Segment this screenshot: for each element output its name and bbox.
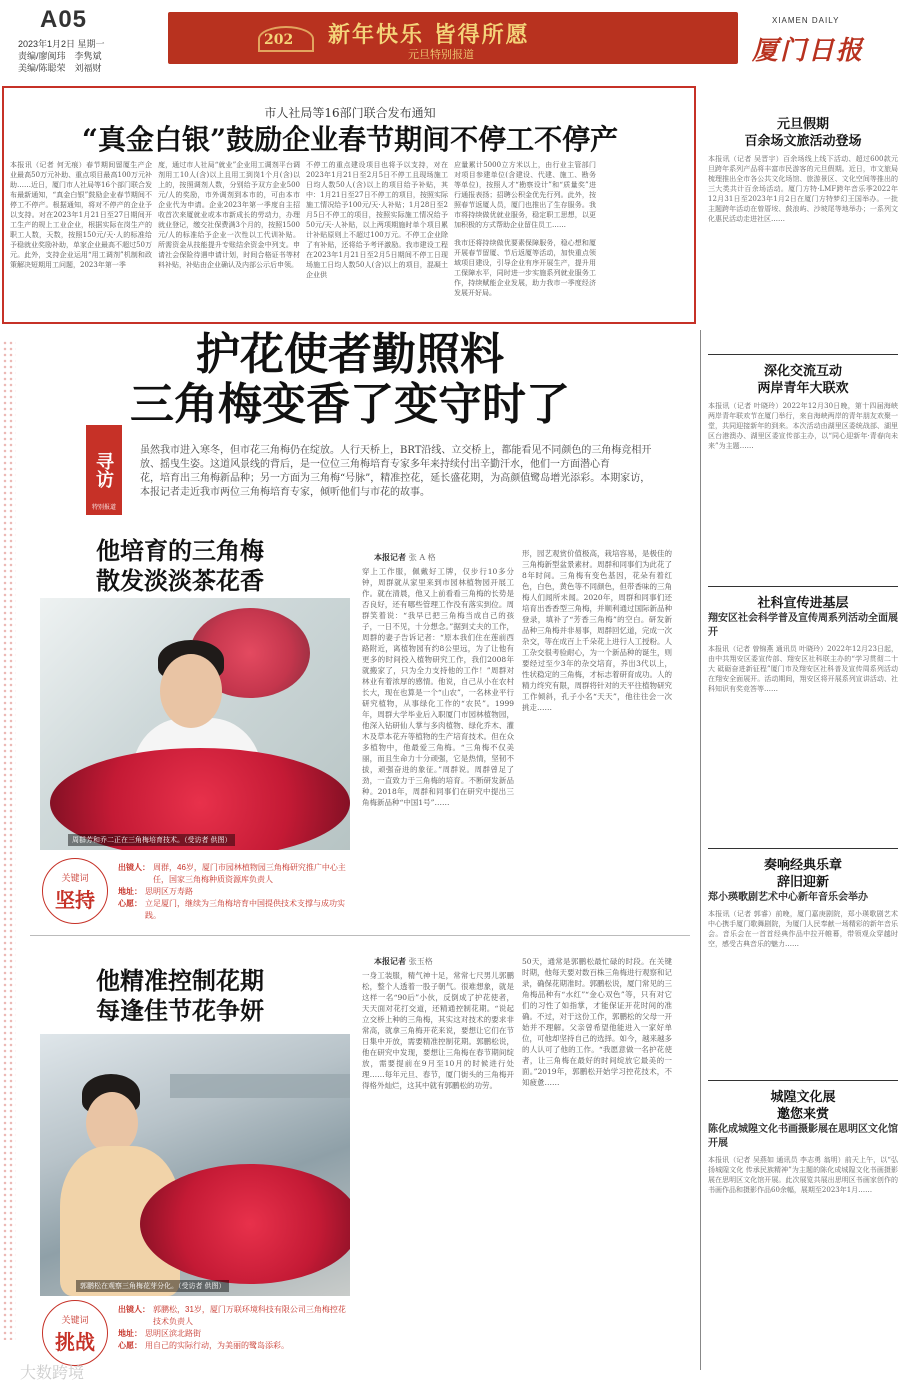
feature-headline: [0, 330, 700, 430]
banner-subtitle: 元旦特别报道: [408, 49, 474, 61]
story2-fact-wish: 心愿： 用自己的实际行动，为美丽的鹭岛添彩。: [118, 1341, 289, 1350]
story2-facts: [118, 1304, 353, 1352]
story1-keyword-badge: [42, 858, 108, 924]
brief-4-sub: 郑小瑛歌剧艺术中心新年音乐会举办: [708, 892, 868, 903]
bougainvillea-bed: [140, 1164, 350, 1284]
story1-byline: 本报记者 张 A 格: [374, 552, 436, 562]
top-story-col-2: 度，通过市人社局“就业”企业用工调剂平台调剂用工10人(含)以上且用工到岗1个月(含)以上的，按照调剂人数，分别给予双方企业500元/人的奖励，市外调剂到本市的，可由本市企业代为申请。企业2023年第一季度自主招收首次来厦就业或本市新成长的劳动力，办理就业登记，缴交社保费满3个月的，按照1500元/人的标准给予企业一次性以工代训补贴。所需资金从技能提升专账结余资金中列支。申请社会保险待遇申请计划，时间合格证书等材料补贴，补贴由企业确认及内部公示后申领。: [158, 161, 300, 269]
background-bridge: [170, 1074, 350, 1098]
right-divider-2: [708, 586, 898, 587]
story1-keyword-label: 关键词: [61, 874, 89, 884]
brief-3-head: 社科宣传进基层: [757, 596, 849, 611]
story1-photo: [40, 598, 350, 850]
brief-2-head-2: 两岸青年大联欢: [757, 381, 849, 396]
feature-intro: [140, 444, 652, 500]
story1-fact-wish: 心愿： 立足厦门，继续为三角梅培育中国提供技术支撑与成功实践。: [118, 899, 345, 920]
banner-year-badge: 202: [264, 32, 294, 48]
story1-facts: [118, 862, 353, 922]
issue-date: 2023年1月2日 星期一: [18, 39, 105, 49]
feature-intro-part-2: 花，培育出三角梅新品种；另一方面为三角梅“号脉”，精准控花，延长盛花期，为高颜值鹭岛增光添彩。本期家访，本报记者走近我市两位三角梅培育专家，倾听他们与市花的故事。: [140, 473, 651, 498]
editor-line-2: 美编/陈聪荣 刘福财: [18, 63, 102, 73]
masthead-logo: 厦门日报: [752, 36, 865, 66]
brief-1-body: 本报讯（记者 吴晋宇）百余场线上线下活动、超过600款元旦跨年系列产品将丰富市民游客的元旦假期。近日，市文旅局梳理推出全市各公共文化场馆、旅游景区、文化空间等推出的三大类共计百余场活动。厦门方特·LMF跨年音乐季2022年12月31日至2023年1月2日在厦门方特梦幻王国举办。一批主题跨年活动在曾厝垵、鼓浪屿、沙坡尾等地举办；一系列文化惠民活动走进社区……: [708, 155, 898, 223]
story1-fact-person: 出镜人： 周群，46岁，厦门市园林植物园三角梅研究推广中心主任，国家三角梅种质资源库负责人: [118, 863, 346, 884]
right-divider-1: [708, 354, 898, 355]
story1-body-col-1: 穿上工作服，佩戴好工牌，仅步行10多分钟，周群就从家里来到市园林植物园开展工作。就在清晨，他又上前看看三角梅的长势是否良好，还有哪些管理工作没有落实到位。周群笑着说：“我早已把三角梅当成自己的孩子，一日不见，十分想念。”据到丈夫的工作，周群的妻子告诉记者：“原本我们住在莲前西路附近，离植物园有约8公里远，为了让他有更多的时间投入植物研究工作，我们2008年就搬家了，只为全力支持他的工作！”周群对林业有着浓厚的感情。他说，自己从小在农村长大，现在也算是一个“山农”，一名林业平行研究植物，从事绿化工作的“农民”。1999年，周群大学毕业后入职厦门市园林植物园，他深入钻研仙人掌与多肉植物、绿化乔木、灌木及草本花卉等植物的生产培育技术。但在众多植物中，他最爱三角梅。“三角梅不仅美丽，而且生命力十分顽强，它是热情，坚韧不拔，顽强奋进的象征。”周群说。周群曾足了劲，一直致力于三角梅的培育。不断研发新品种。2018年，周群和同事们在研究中提出三角梅新品种“中国1号”……: [362, 567, 514, 807]
source-watermark: 大数跨境: [20, 1365, 85, 1382]
brief-3-sub: 翔安区社会科学普及宣传周系列活动全面展开: [708, 613, 898, 638]
brief-5-sub: 陈化成城隍文化书画摄影展在思明区文化馆开展: [708, 1124, 898, 1149]
top-story-col-1: 本报讯（记者 何无痕）春节期间留厦生产企业最高50万元补助、重点项目最高100万元补助……近日，厦门市人社局等16个部门联合发布最新通知，“真金白银”鼓励企业春节期间不停工不停产。根据通知，将对不停产的企业予以支持。对在2023年1月21日至27日期间开工生产的规上工业企业，根据实际在岗生产的职工人数，天数，按照150元/天·人的标准给予稳就业奖励补助，单家企业最高不超过50万元。此外，支持企业运用“用工调剂”机制和政策解决短期用工问题，2023年第一季: [10, 161, 152, 269]
feature-label-sub: 特别报道: [91, 505, 116, 511]
paper-english-name: XIAMEN DAILY: [772, 16, 840, 25]
story2-keyword-label: 关键词: [61, 1316, 89, 1326]
top-story-col-4: 应量累计5000立方米以上，由行业主管部门对项目参建单位(含建设、代建、施工、勘务等单位)，按照人才“勘察设计”和“质量奖”进行通报表扬；招聘公积金优先行列。此外，按照春节返厦人员，厦门也推出了生存服务。我市将持续做优就业服务，稳定职工思想，以更加积极的方式帮助企业留住员工……: [454, 161, 596, 229]
feature-intro-part-1: 虽然我市进入寒冬，但市花三角梅仍在绽放。人行天桥上，BRT沿线、立交桥上，都能看见不同颜色的三角梅竞相开放、摇曳生姿。这道风景线的背后，是一位位三角梅培育专家多年来持续付出辛勤汗水，他们一方面潜心育: [140, 445, 652, 470]
brief-4-body: 本报讯（记者 郭睿）前晚，厦门嘉庚剧院，郑小瑛歌剧艺术中心携手厦门歌舞剧院，为厦门人民奉献一场精彩的新年音乐会。音乐会在一首首经典作品中拉开帷幕，带领观众穿越时空，感受古典音乐的魅力……: [708, 910, 898, 948]
story2-body-col-2: 50天，通常是郭鹏松最忙碌的时段。在关键时期，他每天要对数百株三角梅进行观察和记录，确保花期准时。郭鹏松说，厦门常见的三角梅品种有“水红”“金心双色”等，只有对它们的习性了如指掌，才能保证开花时间的准确。不过，对于这份工作，郭鹏松的父母一开始并不理解。父亲曾希望他能进入一家好单位，可他却坚持自己的选择。如今，越来越多的人认可了他的工作。“我愿意做一名护花使者，让三角梅在最好的时间绽放它最美的一面。”2019年，郭鹏松开始学习控花技术，不知疲惫……: [522, 957, 672, 1087]
story2-photo-caption: 郭鹏松在观察三角梅花芽分化。（受访者 供图）: [76, 1280, 229, 1292]
story2-fact-person: 出镜人： 郭鹏松，31岁，厦门万联环境科技有限公司三角梅控花技术负责人: [118, 1305, 346, 1326]
right-column: [708, 86, 898, 1289]
feature-headline-line-2: 三角梅变香了变守时了: [130, 379, 570, 430]
story2-fact-address: 地址： 思明区滨北路街: [118, 1329, 201, 1338]
holiday-banner: [168, 12, 738, 64]
story2-byline: 本报记者 张玉格: [374, 956, 433, 966]
story1-person-face: [160, 654, 222, 728]
story1-fact-address: 地址： 思明区万寿路: [118, 887, 193, 896]
top-story-col-5: 我市还将持续做优要素保障服务，稳心想和厦开展春节留厦、节后返厦等活动，加快重点领域项目建设，引导企业有序开展生产，提升用工保障水平，同时进一步实施系列就业服务工作，持续赋能企业发展，助力我市一季度经济发展开好局。: [454, 239, 596, 297]
brief-2: [708, 363, 898, 578]
brief-3-body: 本报讯（记者 曾锦燕 通讯员 叶晓玲）2022年12月23日起，由中共翔安区委宣传部、翔安区社科联主办的“学习贯彻二十大 砥砺奋进新征程”厦门市及翔安区社科普及宣传周系列活动在翔安全面展开。活动期间，翔安区将开展系列宣讲活动、社科知识有奖竞答等……: [708, 645, 898, 693]
story1-keyword: 坚持: [55, 888, 95, 912]
brief-4: [708, 857, 898, 1072]
brief-4-head: 奏响经典乐章: [763, 858, 842, 873]
brief-5-head: 城隍文化展: [770, 1090, 836, 1105]
column-rule: [700, 330, 701, 1370]
brief-1: [708, 116, 898, 346]
brief-1-head-2: 百余场文旅活动登场: [744, 134, 862, 149]
issue-meta: [18, 38, 178, 74]
editor-line-1: 责编/廖闽玮 李隽斌: [18, 51, 102, 61]
brief-1-head: 元旦假期: [776, 117, 829, 132]
story2-photo: [40, 1034, 350, 1296]
right-divider-4: [708, 1080, 898, 1081]
story2-keyword: 挑战: [55, 1330, 95, 1354]
page-number: A05: [40, 6, 88, 33]
feature-headline-line-1: 护花使者勤照料: [196, 329, 504, 380]
story1-headline-line-1: 他培育的三角梅: [96, 536, 264, 565]
story1-headline: [60, 536, 300, 596]
story2-headline-line-1: 他精准控制花期: [96, 966, 264, 995]
brief-2-head: 深化交流互动: [763, 364, 842, 379]
story2-person-face: [86, 1092, 138, 1154]
feature-label-badge: 寻访: [86, 425, 122, 515]
story1-body-col-2: 形，园艺观赏价值极高，栽培容易，是极佳的三角梅新型盆景素材。周群和同事们为此花了8年时间。三角梅有变色基因，花朵有着红色，白色，黄色等不同颜色，但带香味的三角梅人们闻所未闻。2020年，周群和同事们还培育出香香型三角梅，并顺利通过国际新品种登录，填补了“芳香三角梅”的空白。研发新品种三角梅并非易事，周群回忆道，完成一次杂交，等在成百上千朵花上进行人工授粉。人工杂交很考验耐心，为一个新品种的诞生，则要经过至少3年的杂交培育，养出3代以上，性状稳定的三角梅，才标志着研育成功。人的精力终究有限，周群将针对的天平往植物研究工作倾斜，孔子小名“天天”，他往往会一次挑走……: [522, 549, 672, 712]
top-story-headline: “真金白银”鼓励企业春节期间不停工不停产: [81, 123, 619, 156]
top-story-kicker: 市人社局等16部门联合发布通知: [264, 106, 436, 120]
brief-5: [708, 1089, 898, 1289]
story1-photo-caption: 周群芳和乔二正在三角梅培育技术。（受访者 供图）: [68, 834, 235, 846]
story-separator: [30, 935, 690, 936]
story2-headline-line-2: 每逢佳节花争妍: [96, 996, 264, 1025]
story1-headline-line-2: 散发淡淡茶花香: [96, 566, 264, 595]
top-story-body: [10, 160, 690, 318]
story2-keyword-badge: [42, 1300, 108, 1366]
brief-2-body: 本报讯（记者 叶晓玲）2022年12月30日晚，第十四届海峡两岸青年联欢节在厦门举行，来自海峡两岸的青年朋友欢聚一堂，共同迎接新年的到来。本次活动由湖里区委统战部、湖里区台港澳办、湖里区委宣传部主办，以“同心迎新年·青春向未来”为主题……: [708, 402, 898, 450]
story2-headline: [60, 966, 300, 1026]
banner-title: 新年快乐 皆得所愿: [328, 22, 530, 48]
brief-3: [708, 595, 898, 840]
right-divider-3: [708, 848, 898, 849]
brief-5-head-2: 邀您来赏: [776, 1107, 829, 1122]
top-story-col-3: 不停工的重点建设项目也将予以支持，对在2023年1月21日至2月5日不停工且现场施工日均人数50人(含)以上的项目给予补贴，其中：1月21日至27日不停工的项目，按照实际施工情况给予100元/天·人补贴；1月28日至2月5日不停工的项目，按照实际施工情况给予50元/天·人补贴，以上两项期施时单个项目累计补贴原则上不超过100万元。不停工企业除了有补贴，还将给予考评激励。我市建设工程在2023年1月21日至2月5日期间不停工日现场施工日均人数50人(含)以上的项目，混凝土企业供: [306, 161, 448, 279]
feature-dot-border: [2, 340, 16, 1340]
story2-body-col-1: 一身工装服，精气神十足，常常七尺男儿郭鹏松，整个人透着一股子朝气。很难想象，就是这样一名“90后”小伙，反倒成了护花使者，天天面对花打交道，还精通控制花期。“说起立交桥上种的三角梅，其实这对技术的要求非常高，就拿三角梅开花来说，要想让它们在节日集中开放，需要精准控制花期。郭鹏松说，他在研究中发现，要想让三角梅在春节期间绽放，需要提前在9月至10月的时候进行处理……每年元旦、春节，厦门街头的三角梅开得格外灿烂，这其中就有郭鹏松的功劳。: [362, 971, 514, 1090]
brief-5-body: 本报讯（记者 吴燕如 通讯员 李志勇 翁明）前天上午，以“弘扬城隍文化 传承民族精神”为主题的陈化成城隍文化书画摄影展在思明区文化馆开展。此次展览共展出思明区书画家创作的书画作品和摄影作品60余幅，展期至2023年1月……: [708, 1156, 898, 1194]
brief-4-head-2: 辞旧迎新: [776, 875, 829, 890]
